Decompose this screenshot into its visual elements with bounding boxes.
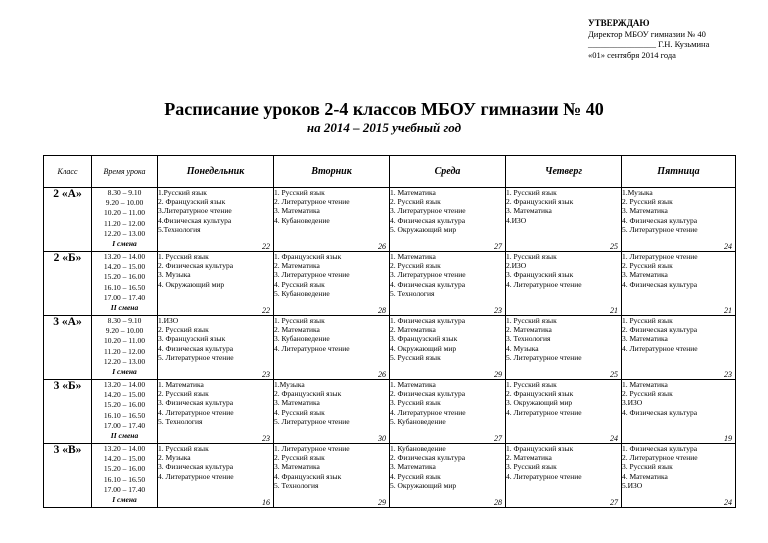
lesson: 4.ИЗО [506, 215, 527, 225]
time-slot: 12.20 – 13.00 [103, 228, 146, 238]
lesson: 5.Технология [158, 224, 201, 234]
weekly-load-number: 22 [262, 306, 270, 315]
cell-tuesday [274, 316, 390, 380]
time-slot: 11.20 – 12.00 [104, 218, 145, 228]
lesson: 3. Математика [622, 270, 668, 280]
lesson: 5. Литературное чтение [158, 352, 234, 362]
time-slot: 10.20 – 11.00 [104, 208, 145, 218]
weekly-load-number: 27 [494, 434, 502, 443]
lesson-times [92, 444, 158, 508]
table-row [44, 316, 736, 380]
cell-monday [158, 444, 274, 508]
time-slot: 17.00 – 17.40 [103, 420, 146, 430]
weekly-load-number: 21 [724, 306, 732, 315]
time-slot: 13.20 – 14.00 [103, 380, 146, 389]
time-slot: 16.10 – 16.50 [103, 282, 146, 292]
approval-date: «01» сентября 2014 года [588, 49, 676, 60]
cell-tuesday [274, 252, 390, 316]
lesson: 3. Физическая культура [158, 462, 234, 472]
lesson: 3. Французский язык [506, 270, 574, 280]
approval-signature: ________________ Г.Н. Кузьмина [588, 39, 710, 49]
header-tuesday: Вторник [274, 156, 390, 188]
time-slot: 16.10 – 16.50 [103, 410, 146, 420]
lesson: 1.Русский язык [158, 188, 207, 197]
lesson: 3. Литературное чтение [390, 270, 466, 280]
time-slot: 10.20 – 11.00 [104, 336, 145, 346]
time-slot: 14.20 – 15.00 [103, 390, 146, 400]
lesson: 4. Литературное чтение [506, 407, 582, 417]
table-row [44, 252, 736, 316]
lesson: 2. Литературное чтение [622, 453, 698, 463]
cell-wednesday [390, 380, 506, 444]
table-row [44, 188, 736, 252]
lesson-times [92, 188, 158, 252]
lesson: 4. Литературное чтение [158, 407, 234, 417]
cell-wednesday [390, 252, 506, 316]
lesson: 1. Русский язык [622, 316, 673, 325]
lesson: 3. Русский язык [506, 462, 557, 472]
lesson: 4. Русский язык [390, 471, 441, 481]
lesson: 5. Технология [390, 288, 435, 298]
cell-tuesday [274, 444, 390, 508]
lesson: 2. Русский язык [622, 389, 673, 399]
class-name: 3 «Б» [44, 380, 92, 444]
header-time: Время урока [92, 156, 158, 188]
lesson: 3. Русский язык [622, 462, 673, 472]
lesson: 2. Русский язык [158, 325, 209, 335]
cell-thursday [506, 444, 622, 508]
lesson: 3.ИЗО [622, 398, 643, 408]
cell-friday [622, 316, 736, 380]
lesson: 2. Литературное чтение [274, 197, 350, 207]
weekly-load-number: 25 [610, 242, 618, 251]
weekly-load-number: 24 [724, 498, 732, 507]
cell-thursday [506, 252, 622, 316]
lesson: 2. Математика [274, 325, 320, 335]
lesson: 5. Технология [274, 480, 319, 490]
lesson: 5. Окружающий мир [390, 224, 457, 234]
lesson: 1. Математика [158, 380, 204, 389]
lesson: 4. Литературное чтение [158, 471, 234, 481]
lesson: 1.Музыка [622, 188, 653, 197]
lesson: 2. Французский язык [506, 197, 574, 207]
lesson: 1. Русский язык [506, 316, 557, 325]
lesson: 2. Физическая культура [158, 261, 234, 271]
weekly-load-number: 29 [494, 370, 502, 379]
header-class: Класс [44, 156, 92, 188]
lesson: 1. Кубановедение [390, 444, 446, 453]
lesson: 2.ИЗО [506, 261, 527, 271]
lesson: 5. Кубановедение [390, 416, 446, 426]
time-slot: 17.00 – 17.40 [103, 484, 146, 494]
lesson: 3. Французский язык [390, 334, 458, 344]
approval-title: УТВЕРЖДАЮ [588, 18, 650, 28]
cell-monday [158, 380, 274, 444]
weekly-load-number: 24 [724, 242, 732, 251]
lesson: 2. Русский язык [622, 197, 673, 207]
lesson: 4. Музыка [506, 343, 539, 353]
time-slot: 13.20 – 14.00 [103, 252, 146, 261]
cell-thursday [506, 380, 622, 444]
time-slot: 9.20 – 10.00 [105, 326, 144, 336]
cell-friday [622, 252, 736, 316]
lesson: 2. Русский язык [274, 453, 325, 463]
lesson: 5. Русский язык [390, 352, 441, 362]
header-wednesday: Среда [390, 156, 506, 188]
lesson: 2. Физическая культура [390, 453, 466, 463]
lesson: 5. Литературное чтение [622, 224, 698, 234]
lesson: 5. Окружающий мир [390, 480, 457, 490]
weekly-load-number: 19 [724, 434, 732, 443]
lesson: 4. Физическая культура [158, 343, 234, 353]
page-subtitle: на 2014 – 2015 учебный год [306, 120, 462, 135]
lesson: 4. Русский язык [274, 279, 325, 289]
lesson: 4. Русский язык [274, 407, 325, 417]
lesson: 1.ИЗО [158, 316, 179, 325]
lesson: 2. Музыка [158, 453, 191, 463]
lesson: 4. Физическая культура [622, 279, 698, 289]
class-name: 3 «В» [44, 444, 92, 508]
header-row [44, 156, 736, 188]
lesson: 3. Литературное чтение [390, 206, 466, 216]
lesson: 4. Литературное чтение [274, 343, 350, 353]
lesson: 4. Литературное чтение [506, 471, 582, 481]
weekly-load-number: 26 [378, 370, 386, 379]
lesson-times [92, 380, 158, 444]
lesson: 1. Русский язык [274, 316, 325, 325]
lesson: 3. Математика [274, 398, 320, 408]
lesson: 2. Математика [506, 325, 552, 335]
weekly-load-number: 21 [610, 306, 618, 315]
table-row [44, 380, 736, 444]
lesson: 3. Французский язык [158, 334, 226, 344]
lesson: 1. Французский язык [506, 444, 574, 453]
weekly-load-number: 23 [724, 370, 732, 379]
lesson: 3. Физическая культура [158, 398, 234, 408]
time-slot: 8.30 – 9.10 [107, 188, 142, 197]
lesson: 3. Математика [274, 206, 320, 216]
lesson: 4. Физическая культура [622, 407, 698, 417]
lesson: 1. Русский язык [274, 188, 325, 197]
weekly-load-number: 22 [262, 242, 270, 251]
lesson: 2. Русский язык [390, 261, 441, 271]
lesson: 4. Литературное чтение [390, 407, 466, 417]
lesson: 2. Физическая культура [390, 389, 466, 399]
weekly-load-number: 16 [262, 498, 270, 507]
weekly-load-number: 26 [378, 242, 386, 251]
weekly-load-number: 27 [610, 498, 618, 507]
weekly-load-number: 23 [262, 370, 270, 379]
header-friday: Пятница [622, 156, 736, 188]
table-row [44, 444, 736, 508]
lesson: 5. Технология [158, 416, 203, 426]
lesson: 4. Кубановедение [274, 215, 330, 225]
time-slot: 11.20 – 12.00 [104, 346, 145, 356]
lesson: 1. Русский язык [506, 188, 557, 197]
shift-label: II смена [110, 303, 139, 313]
page-title: Расписание уроков 2-4 классов МБОУ гимназии № 40 [164, 99, 604, 119]
header-monday: Понедельник [158, 156, 274, 188]
lesson: 2. Французский язык [158, 197, 226, 207]
time-slot: 16.10 – 16.50 [103, 474, 146, 484]
lesson: 1. Литературное чтение [274, 444, 350, 453]
approval-block [588, 18, 758, 60]
lesson: 1. Русский язык [506, 252, 557, 261]
class-name: 2 «А» [44, 188, 92, 252]
shift-label: II смена [110, 431, 139, 441]
cell-monday [158, 316, 274, 380]
time-slot: 14.20 – 15.00 [103, 262, 146, 272]
weekly-load-number: 28 [378, 306, 386, 315]
lesson: 3. Окружающий мир [506, 398, 573, 408]
lesson: 2. Французский язык [506, 389, 574, 399]
lesson: 1. Русский язык [506, 380, 557, 389]
header-thursday: Четверг [506, 156, 622, 188]
time-slot: 14.20 – 15.00 [103, 454, 146, 464]
lesson: 1. Литературное чтение [622, 252, 698, 261]
lesson: 3. Математика [622, 206, 668, 216]
lesson: 2. Математика [506, 453, 552, 463]
lesson: 3. Литературное чтение [274, 270, 350, 280]
cell-friday [622, 380, 736, 444]
cell-friday [622, 444, 736, 508]
time-slot: 13.20 – 14.00 [103, 444, 146, 453]
cell-wednesday [390, 444, 506, 508]
shift-label: I смена [112, 367, 137, 377]
lesson: 3. Кубановедение [274, 334, 330, 344]
class-name: 3 «А» [44, 316, 92, 380]
cell-wednesday [390, 316, 506, 380]
cell-monday [158, 252, 274, 316]
lesson: 4. Физическая культура [390, 279, 466, 289]
lesson: 1. Физическая культура [622, 444, 698, 453]
lesson: 2. Физическая культура [622, 325, 698, 335]
cell-wednesday [390, 188, 506, 252]
shift-label: I смена [112, 239, 137, 249]
lesson: 4. Физическая культура [390, 215, 466, 225]
lesson: 4. Математика [622, 471, 668, 481]
weekly-load-number: 29 [378, 498, 386, 507]
lesson: 3. Математика [390, 462, 436, 472]
time-slot: 8.30 – 9.10 [107, 316, 142, 325]
cell-monday [158, 188, 274, 252]
time-slot: 15.20 – 16.00 [103, 400, 146, 410]
cell-thursday [506, 316, 622, 380]
class-name: 2 «Б» [44, 252, 92, 316]
lesson: 2. Русский язык [158, 389, 209, 399]
lesson: 1.Музыка [274, 380, 305, 389]
lesson: 5. Литературное чтение [274, 416, 350, 426]
lesson: 1. Математика [390, 380, 436, 389]
lesson: 4.Физическая культура [158, 215, 232, 225]
lesson: 3. Технология [506, 334, 551, 344]
lesson: 1. Математика [622, 380, 668, 389]
weekly-load-number: 23 [494, 306, 502, 315]
lesson: 2. Математика [274, 261, 320, 271]
time-slot: 15.20 – 16.00 [103, 272, 146, 282]
lesson: 4. Литературное чтение [506, 279, 582, 289]
lesson: 2. Русский язык [622, 261, 673, 271]
time-slot: 12.20 – 13.00 [103, 356, 146, 366]
lesson: 1. Физическая культура [390, 316, 466, 325]
lesson: 1. Русский язык [158, 252, 209, 261]
lesson: 1. Математика [390, 188, 436, 197]
shift-label: I смена [112, 495, 137, 505]
cell-friday [622, 188, 736, 252]
time-slot: 15.20 – 16.00 [103, 464, 146, 474]
lesson: 3. Математика [622, 334, 668, 344]
weekly-load-number: 23 [262, 434, 270, 443]
schedule-table [43, 155, 736, 508]
lesson: 2. Русский язык [390, 197, 441, 207]
cell-tuesday [274, 188, 390, 252]
lesson: 3. Музыка [158, 270, 191, 280]
lesson: 2. Французский язык [274, 389, 342, 399]
weekly-load-number: 25 [610, 370, 618, 379]
lesson: 4. Физическая культура [622, 215, 698, 225]
cell-tuesday [274, 380, 390, 444]
lesson: 3. Русский язык [390, 398, 441, 408]
cell-thursday [506, 188, 622, 252]
lesson-times [92, 252, 158, 316]
weekly-load-number: 24 [610, 434, 618, 443]
lesson: 2. Математика [390, 325, 436, 335]
lesson: 1. Математика [390, 252, 436, 261]
lesson: 3. Математика [274, 462, 320, 472]
lesson: 5.ИЗО [622, 480, 643, 490]
lesson: 5. Литературное чтение [506, 352, 582, 362]
lesson: 3.Литературное чтение [158, 206, 232, 216]
lesson: 1. Французский язык [274, 252, 342, 261]
lesson: 3. Математика [506, 206, 552, 216]
weekly-load-number: 27 [494, 242, 502, 251]
lesson: 5. Кубановедение [274, 288, 330, 298]
time-slot: 17.00 – 17.40 [103, 292, 146, 302]
lesson: 4. Окружающий мир [390, 343, 457, 353]
weekly-load-number: 28 [494, 498, 502, 507]
lesson: 4. Окружающий мир [158, 279, 225, 289]
time-slot: 9.20 – 10.00 [105, 198, 144, 208]
weekly-load-number: 30 [378, 434, 386, 443]
approval-director: Директор МБОУ гимназии № 40 [588, 28, 706, 39]
lesson-times [92, 316, 158, 380]
lesson: 1. Русский язык [158, 444, 209, 453]
lesson: 4. Литературное чтение [622, 343, 698, 353]
lesson: 4. Французский язык [274, 471, 342, 481]
